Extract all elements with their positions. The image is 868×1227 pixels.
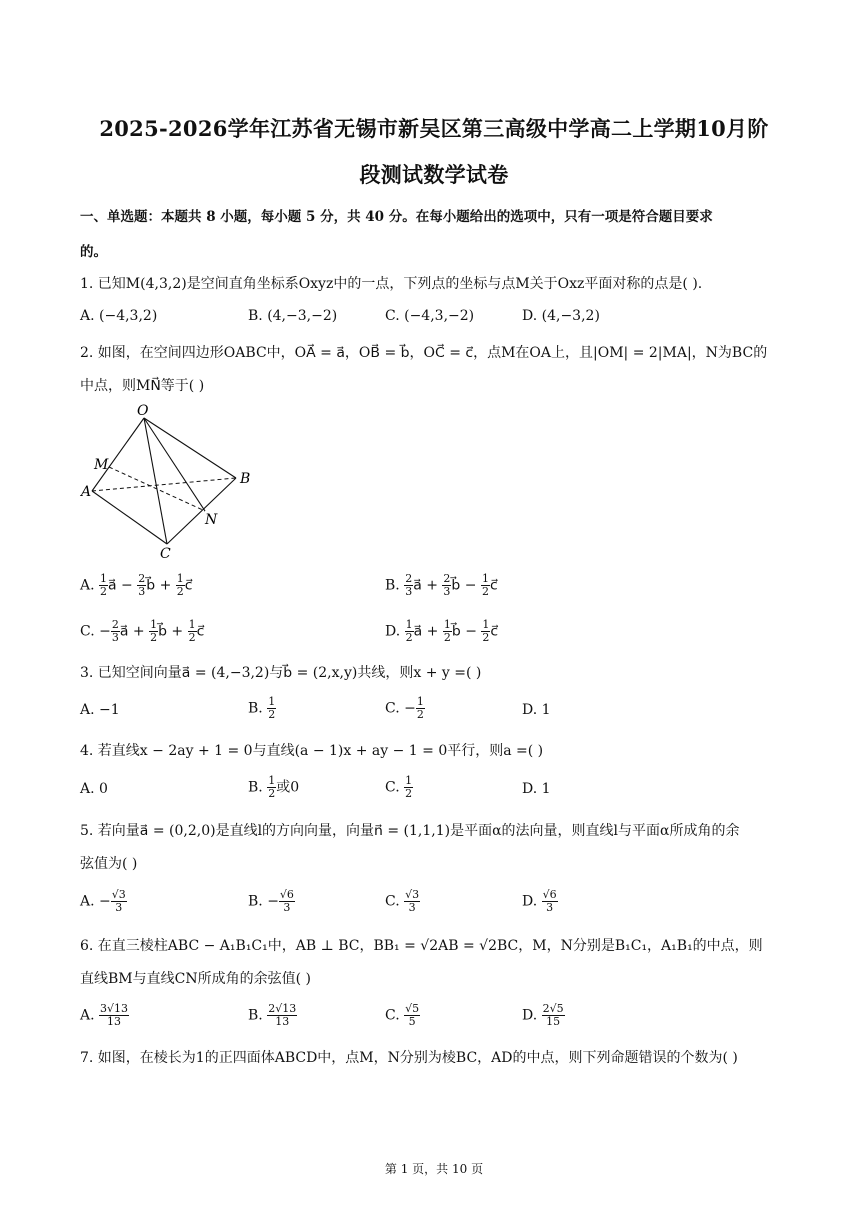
section-heading: 一、单选题：本题共 8 小题，每小题 5 分，共 40 分。在每小题给出的选项中，只有一项是符合题目要求 xyxy=(80,209,713,225)
title-line-2: 段测试数学试卷 xyxy=(359,162,509,187)
q6-option-c: C. $\frac{√5}{5}$ xyxy=(385,1002,420,1028)
label-n: N xyxy=(205,512,218,528)
q1-option-c: C. (−4,3,−2) xyxy=(385,308,475,324)
q1-stem: 1. 已知M(4,3,2)是空间直角坐标系Oxyz中的一点，下列点的坐标与点M关于Oxz平面对称的点是( ). xyxy=(80,276,703,292)
q6-option-a: A. $\frac{3√13}{13}$ xyxy=(80,1002,129,1028)
q1-option-a: A. (−4,3,2) xyxy=(80,308,158,324)
q5-option-b: B. − $\frac{√6}{3}$ xyxy=(248,888,294,914)
q2-option-c: C. − $\frac{2}{3}$ a⃗ + $\frac{1}{2}$ b⃗ + $\frac{1}{2}$ c⃗ xyxy=(80,618,205,644)
q5-stem: 5. 若向量a⃗ = (0,2,0)是直线l的方向向量，向量n⃗ = (1,1,1)是平面α的法向量，则直线l与平面α所成角的余 xyxy=(80,823,740,839)
tetrahedron-figure xyxy=(76,398,276,563)
q4-stem: 4. 若直线x − 2ay + 1 = 0与直线(a − 1)x + ay − 1 = 0平行，则a =( ) xyxy=(80,743,544,759)
q1-option-d: D. (4,−3,2) xyxy=(522,308,600,324)
q4-option-d: D. 1 xyxy=(522,781,551,797)
q2-option-a: A. $\frac{1}{2}$ a⃗ − $\frac{2}{3}$ b⃗ + $\frac{1}{2}$ c⃗ xyxy=(80,572,193,598)
q3-option-c: C. − $\frac{1}{2}$ xyxy=(385,695,424,721)
label-c: C xyxy=(160,546,171,562)
q4-option-a: A. 0 xyxy=(80,781,108,797)
section-heading-cont: 的。 xyxy=(80,244,107,260)
q3-option-d: D. 1 xyxy=(522,702,551,718)
q5-option-a: A. − $\frac{√3}{3}$ xyxy=(80,888,126,914)
q4-option-b: B. $\frac{1}{2}$ 或0 xyxy=(248,774,300,800)
q2-stem-cont: 中点，则MN⃗等于( ) xyxy=(80,378,205,394)
label-a: A xyxy=(81,484,92,500)
q3-option-b: B. $\frac{1}{2}$ xyxy=(248,695,276,721)
q4-option-c: C. $\frac{1}{2}$ xyxy=(385,774,413,800)
q2-option-b: B. $\frac{2}{3}$ a⃗ + $\frac{2}{3}$ b⃗ − $\frac{1}{2}$ c⃗ xyxy=(385,572,498,598)
label-b: B xyxy=(240,471,251,487)
q5-option-c: C. $\frac{√3}{3}$ xyxy=(385,888,420,914)
q2-stem: 2. 如图，在空间四边形OABC中，OA⃗ = a⃗，OB⃗ = b⃗，OC⃗ = c⃗，点M在OA上，且|OM| = 2|MA|，N为BC的 xyxy=(80,345,768,361)
q6-option-d: D. $\frac{2√5}{15}$ xyxy=(522,1002,564,1028)
q3-stem: 3. 已知空间向量a⃗ = (4,−3,2)与b⃗ = (2,x,y)共线，则x + y =( ) xyxy=(80,665,482,681)
q3-option-a: A. −1 xyxy=(80,702,120,718)
q1-option-b: B. (4,−3,−2) xyxy=(248,308,338,324)
label-m: M xyxy=(94,457,109,473)
q2-option-d: D. $\frac{1}{2}$ a⃗ + $\frac{1}{2}$ b⃗ − $\frac{1}{2}$ c⃗ xyxy=(385,618,499,644)
q6-option-b: B. $\frac{2√13}{13}$ xyxy=(248,1002,297,1028)
q6-stem-cont: 直线BM与直线CN所成角的余弦值( ) xyxy=(80,971,311,987)
title-line-1: 2025-2026学年江苏省无锡市新吴区第三高级中学高二上学期10月阶 xyxy=(99,116,769,141)
page-footer: 第 1 页，共 10 页 xyxy=(384,1162,484,1176)
q6-stem: 6. 在直三棱柱ABC − A₁B₁C₁中，AB ⊥ BC，BB₁ = √2AB = √2BC，M，N分别是B₁C₁，A₁B₁的中点，则 xyxy=(80,938,763,954)
q5-option-d: D. $\frac{√6}{3}$ xyxy=(522,888,557,914)
q5-stem-cont: 弦值为( ) xyxy=(80,856,138,872)
label-o: O xyxy=(137,403,149,419)
q7-stem: 7. 如图，在棱长为1的正四面体ABCD中，点M，N分别为棱BC，AD的中点，则下列命题错误的个数为( ) xyxy=(80,1050,738,1066)
